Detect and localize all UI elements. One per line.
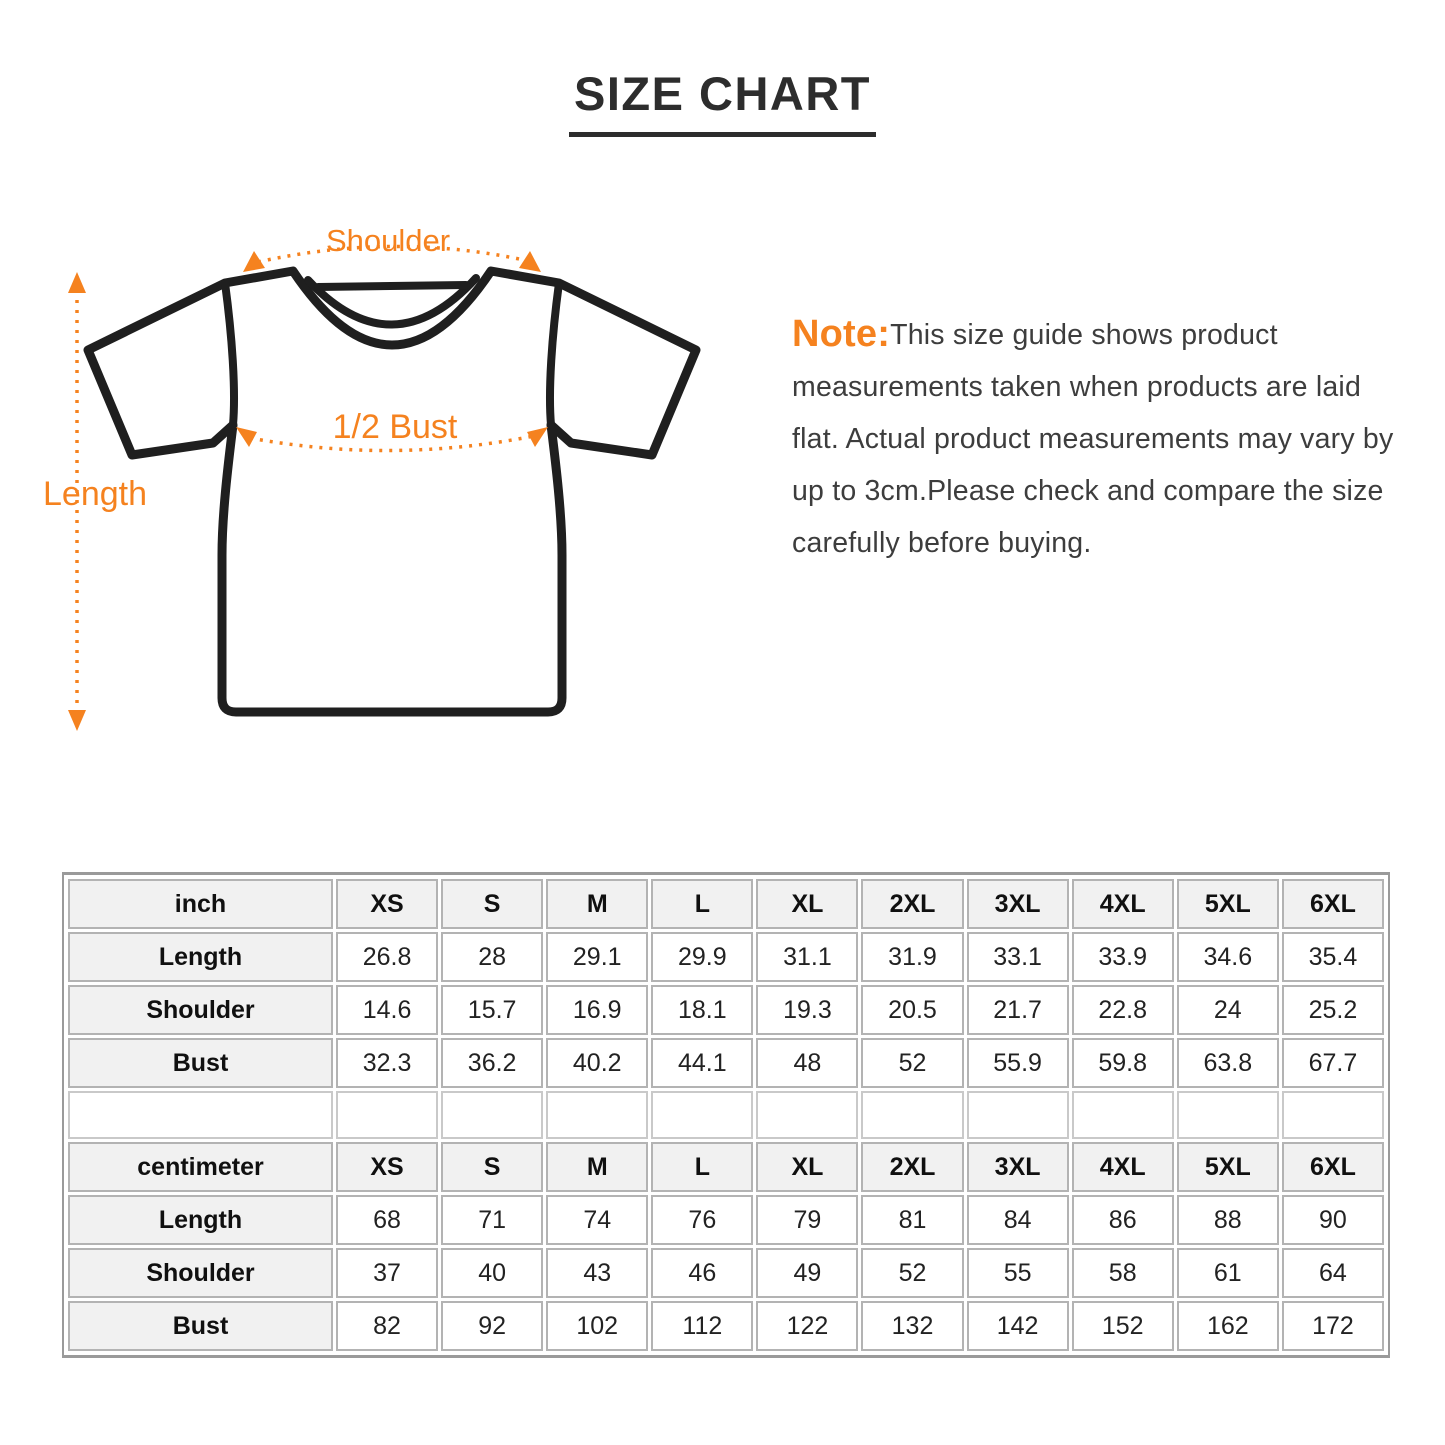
- size-value: 26.8: [336, 932, 438, 982]
- size-value: 29.9: [651, 932, 753, 982]
- size-column-header: S: [441, 1142, 543, 1192]
- unit-header-row: [68, 879, 1384, 929]
- length-arrow-up-icon: [68, 272, 86, 293]
- size-value: 49: [756, 1248, 858, 1298]
- unit-header-row: [68, 1142, 1384, 1192]
- size-value: 31.1: [756, 932, 858, 982]
- empty-cell: [756, 1091, 858, 1139]
- size-column-header: XS: [336, 1142, 438, 1192]
- measurement-row: [68, 1248, 1384, 1298]
- size-value: 22.8: [1072, 985, 1174, 1035]
- size-value: 40: [441, 1248, 543, 1298]
- empty-cell: [967, 1091, 1069, 1139]
- size-column-header: M: [546, 1142, 648, 1192]
- size-value: 15.7: [441, 985, 543, 1035]
- size-column-header: 3XL: [967, 879, 1069, 929]
- size-value: 59.8: [1072, 1038, 1174, 1088]
- measure-row-label: Shoulder: [68, 985, 333, 1035]
- size-table-body: [68, 879, 1384, 1351]
- size-value: 88: [1177, 1195, 1279, 1245]
- empty-cell: [441, 1091, 543, 1139]
- tshirt-outline: [88, 271, 696, 712]
- size-value: 132: [861, 1301, 963, 1351]
- size-value: 81: [861, 1195, 963, 1245]
- shoulder-label: Shoulder: [325, 223, 451, 258]
- size-value: 52: [861, 1248, 963, 1298]
- size-value: 44.1: [651, 1038, 753, 1088]
- empty-cell: [336, 1091, 438, 1139]
- size-value: 82: [336, 1301, 438, 1351]
- empty-cell: [861, 1091, 963, 1139]
- size-value: 58: [1072, 1248, 1174, 1298]
- size-value: 61: [1177, 1248, 1279, 1298]
- size-column-header: XS: [336, 879, 438, 929]
- size-value: 43: [546, 1248, 648, 1298]
- measurement-row: [68, 1301, 1384, 1351]
- note-text: [792, 308, 1404, 569]
- size-value: 102: [546, 1301, 648, 1351]
- size-value: 55.9: [967, 1038, 1069, 1088]
- empty-cell: [1282, 1091, 1384, 1139]
- size-column-header: 4XL: [1072, 1142, 1174, 1192]
- size-value: 32.3: [336, 1038, 438, 1088]
- size-value: 34.6: [1177, 932, 1279, 982]
- measurement-row: [68, 932, 1384, 982]
- size-value: 48: [756, 1038, 858, 1088]
- size-column-header: S: [441, 879, 543, 929]
- shoulder-arrow-left-icon: [243, 251, 265, 272]
- size-value: 20.5: [861, 985, 963, 1035]
- size-value: 21.7: [967, 985, 1069, 1035]
- size-value: 92: [441, 1301, 543, 1351]
- measurement-row: [68, 985, 1384, 1035]
- size-column-header: L: [651, 1142, 753, 1192]
- length-arrow-down-icon: [68, 710, 86, 731]
- size-column-header: 3XL: [967, 1142, 1069, 1192]
- size-column-header: 5XL: [1177, 1142, 1279, 1192]
- size-value: 64: [1282, 1248, 1384, 1298]
- size-column-header: 5XL: [1177, 879, 1279, 929]
- size-value: 33.9: [1072, 932, 1174, 982]
- size-value: 71: [441, 1195, 543, 1245]
- empty-cell: [68, 1091, 333, 1139]
- size-value: 74: [546, 1195, 648, 1245]
- size-value: 29.1: [546, 932, 648, 982]
- size-value: 55: [967, 1248, 1069, 1298]
- empty-cell: [546, 1091, 648, 1139]
- collar-back-line: [318, 285, 466, 287]
- note-body: This size guide shows product measurements taken when products are laid flat. Actual product measurements may vary by up to 3cm.Please check and compare the size carefully before buying.: [792, 319, 1394, 559]
- size-column-header: 2XL: [861, 1142, 963, 1192]
- unit-header: centimeter: [68, 1142, 333, 1192]
- size-table: [65, 876, 1387, 1354]
- size-value: 46: [651, 1248, 753, 1298]
- empty-cell: [651, 1091, 753, 1139]
- measurement-row: [68, 1038, 1384, 1088]
- measurement-row: [68, 1195, 1384, 1245]
- unit-header: inch: [68, 879, 333, 929]
- empty-cell: [1177, 1091, 1279, 1139]
- page-title-text: SIZE CHART: [569, 66, 876, 137]
- note-label: Note:: [792, 313, 891, 355]
- size-value: 84: [967, 1195, 1069, 1245]
- size-column-header: L: [651, 879, 753, 929]
- size-column-header: M: [546, 879, 648, 929]
- size-value: 63.8: [1177, 1038, 1279, 1088]
- size-value: 67.7: [1282, 1038, 1384, 1088]
- shoulder-arrow-right-icon: [519, 251, 541, 272]
- spacer-row: [68, 1091, 1384, 1139]
- size-value: 19.3: [756, 985, 858, 1035]
- size-value: 112: [651, 1301, 753, 1351]
- measure-row-label: Length: [68, 1195, 333, 1245]
- size-value: 122: [756, 1301, 858, 1351]
- size-value: 40.2: [546, 1038, 648, 1088]
- size-value: 142: [967, 1301, 1069, 1351]
- size-table-frame: [62, 872, 1390, 1358]
- size-column-header: XL: [756, 1142, 858, 1192]
- size-value: 79: [756, 1195, 858, 1245]
- measure-row-label: Length: [68, 932, 333, 982]
- empty-cell: [1072, 1091, 1174, 1139]
- size-value: 36.2: [441, 1038, 543, 1088]
- size-value: 24: [1177, 985, 1279, 1035]
- size-column-header: XL: [756, 879, 858, 929]
- size-column-header: 4XL: [1072, 879, 1174, 929]
- size-value: 86: [1072, 1195, 1174, 1245]
- size-value: 16.9: [546, 985, 648, 1035]
- size-value: 31.9: [861, 932, 963, 982]
- size-value: 18.1: [651, 985, 753, 1035]
- size-value: 76: [651, 1195, 753, 1245]
- size-value: 28: [441, 932, 543, 982]
- size-column-header: 6XL: [1282, 879, 1384, 929]
- measure-row-label: Bust: [68, 1301, 333, 1351]
- size-column-header: 6XL: [1282, 1142, 1384, 1192]
- page-title: [0, 66, 1445, 137]
- size-value: 25.2: [1282, 985, 1384, 1035]
- size-value: 90: [1282, 1195, 1384, 1245]
- measure-row-label: Bust: [68, 1038, 333, 1088]
- measure-row-label: Shoulder: [68, 1248, 333, 1298]
- tshirt-diagram: [30, 210, 730, 760]
- size-value: 33.1: [967, 932, 1069, 982]
- size-value: 35.4: [1282, 932, 1384, 982]
- size-value: 14.6: [336, 985, 438, 1035]
- size-value: 172: [1282, 1301, 1384, 1351]
- length-label: Length: [43, 475, 147, 513]
- size-value: 68: [336, 1195, 438, 1245]
- size-column-header: 2XL: [861, 879, 963, 929]
- size-value: 37: [336, 1248, 438, 1298]
- size-value: 52: [861, 1038, 963, 1088]
- size-value: 152: [1072, 1301, 1174, 1351]
- bust-label: 1/2 Bust: [332, 408, 458, 446]
- size-value: 162: [1177, 1301, 1279, 1351]
